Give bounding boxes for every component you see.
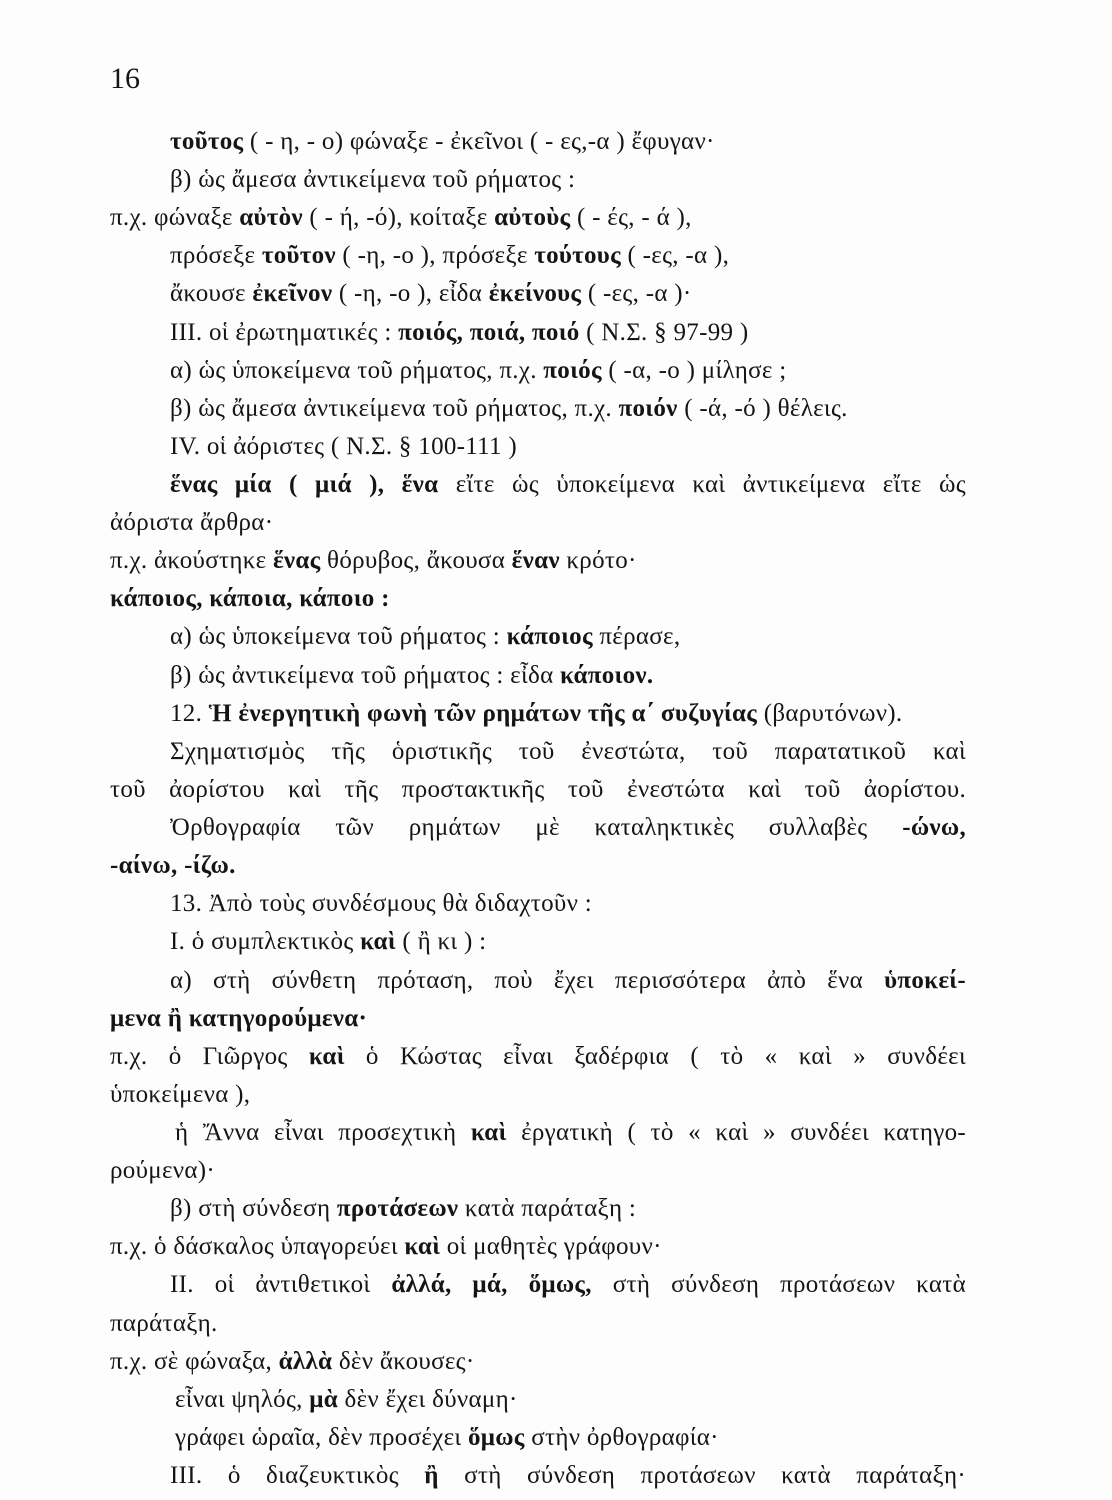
bold-text: ὑποκεί- (884, 967, 966, 994)
bold-text: κάποιος (506, 623, 593, 650)
text-segment: ( -ες, -α )· (581, 280, 692, 307)
text-line (170, 967, 966, 995)
text-segment: ( Ν.Σ. § 97-99 ) (579, 319, 749, 346)
bold-text: ἕνας μία ( μιά ), ἕνα (170, 471, 439, 498)
bold-text: καὶ (404, 1233, 441, 1260)
text-segment: π.χ. φώναξε (110, 204, 240, 231)
text-segment: Ὀρθογραφία τῶν ρημάτων μὲ καταληκτικὲς συλλαβὲς (170, 814, 903, 841)
text-segment: στὴν ὀρθογραφία· (524, 1424, 719, 1451)
text-segment: ( -ες, -α ), (620, 242, 730, 269)
text-segment: β) ὡς ἀντικείμενα τοῦ ρήματος : εἶδα (170, 662, 561, 689)
bold-text: καὶ (470, 1119, 507, 1146)
text-line (170, 700, 1112, 728)
bold-text: ἀλλὰ (278, 1348, 333, 1375)
text-segment: β) ὡς ἄμεσα ἀντικείμενα τοῦ ρήματος, π.χ. (170, 395, 619, 422)
text-segment: (βαρυτόνων). (757, 700, 903, 727)
text-line (175, 1424, 1112, 1452)
bold-text: ἀλλά, μά, ὅμως, (391, 1271, 592, 1298)
text-line (110, 852, 1112, 880)
text-segment: ( - ές, - ά ), (570, 204, 692, 231)
text-segment: IV. οἱ ἀόριστες ( Ν.Σ. § 100-111 ) (170, 433, 518, 460)
text-segment: ρούμενα)· (110, 1157, 216, 1184)
bold-text: μὰ (309, 1386, 338, 1413)
bold-text: Ἡ ἐνεργητικὴ φωνὴ τῶν ρημάτων τῆς α΄ συζυγίας (208, 700, 758, 727)
bold-text: τούτους (534, 242, 621, 269)
text-line (170, 395, 1112, 423)
bold-text: ποιός, ποιά, ποιό (398, 319, 580, 346)
text-line (110, 776, 966, 804)
text-line (170, 928, 1112, 956)
text-line (170, 1195, 1112, 1223)
bold-text: ὅμως (467, 1424, 525, 1451)
text-segment: α) στὴ σύνθετη πρόταση, ποὺ ἔχει περισσότερα ἀπὸ ἕνα (170, 967, 885, 994)
text-segment: ( - ή, -ό), κοίταξε (302, 204, 495, 231)
bold-text: μενα ἢ κατηγορούμενα· (110, 1005, 368, 1032)
text-segment: ὑποκείμενα ), (110, 1081, 251, 1108)
text-segment: α) ὡς ὑποκείμενα τοῦ ρήματος, π.χ. (170, 357, 544, 384)
text-segment: π.χ. ὁ Γιῶργος (110, 1043, 309, 1070)
text-segment: ( ἢ κι ) : (395, 928, 487, 955)
text-segment: β) στὴ σύνδεση (170, 1195, 337, 1222)
text-segment: θόρυβος, ἄκουσα (320, 547, 512, 574)
text-segment: I. ὁ συμπλεκτικὸς (170, 928, 361, 955)
text-line (110, 1157, 1112, 1185)
bold-text: ἐκείνους (488, 280, 582, 307)
bold-text: ποιός (543, 357, 602, 384)
text-segment: ( -η, -ο ), εἶδα (332, 280, 489, 307)
text-line (170, 128, 1112, 156)
text-line (175, 1386, 1112, 1414)
text-line (170, 814, 966, 842)
text-line (170, 433, 1112, 461)
text-segment: α) ὡς ὑποκείμενα τοῦ ρήματος : (170, 623, 507, 650)
bold-text: αὐτὸν (239, 204, 303, 231)
text-line (110, 1081, 1112, 1109)
text-segment: III. οἱ ἐρωτηματικές : (170, 319, 399, 346)
text-segment: Σχηματισμὸς τῆς ὁριστικῆς τοῦ ἐνεστώτα, τοῦ παρατατικοῦ καὶ (170, 738, 966, 765)
text-segment: στὴ σύνδεση προτάσεων κατὰ (591, 1271, 966, 1298)
text-segment: π.χ. ἀκούστηκε (110, 547, 273, 574)
text-line (170, 471, 966, 499)
text-segment: παράταξη. (110, 1310, 218, 1337)
text-segment: γράφει ὡραῖα, δὲν προσέχει (175, 1424, 468, 1451)
text-segment: ( -α, -ο ) μίλησε ; (601, 357, 787, 384)
bold-text: τοῦτος (170, 128, 244, 155)
bold-text: ἕνας (272, 547, 321, 574)
text-segment: δὲν ἄκουσες· (332, 1348, 475, 1375)
text-segment: δὲν ἔχει δύναμη· (337, 1386, 518, 1413)
text-line (170, 166, 1112, 194)
bold-text: ἢ (424, 1462, 439, 1489)
text-line (175, 1119, 966, 1147)
text-segment: πρόσεξε (170, 242, 262, 269)
text-segment: 13. Ἀπὸ τοὺς συνδέσμους θὰ διδαχτοῦν : (170, 890, 592, 917)
text-segment: ἀόριστα ἄρθρα· (110, 509, 274, 536)
text-line (170, 357, 1112, 385)
text-segment: ( -ά, -ό ) θέλεις. (677, 395, 848, 422)
text-segment: εἴτε ὡς ὑποκείμενα καὶ ἀντικείμενα εἴτε ὡς (438, 471, 967, 498)
text-segment: εἶναι ψηλός, (175, 1386, 310, 1413)
text-line (170, 738, 966, 766)
page-number: 16 (110, 62, 140, 95)
text-segment: ἄκουσε (170, 280, 253, 307)
text-line (170, 890, 1112, 918)
text-line (110, 1233, 1112, 1261)
text-segment: β) ὡς ἄμεσα ἀντικείμενα τοῦ ρήματος : (170, 166, 576, 193)
text-line (170, 662, 1112, 690)
bold-text: προτάσεων (336, 1195, 459, 1222)
bold-text: κάποιος, κάποια, κάποιο : (110, 585, 390, 612)
text-segment: II. οἱ ἀντιθετικοὶ (170, 1271, 392, 1298)
text-line (110, 204, 1112, 232)
bold-text: -ώνω, (902, 814, 966, 841)
bold-text: ποιόν (618, 395, 678, 422)
text-line (110, 1005, 1112, 1033)
bold-text: αὐτοὺς (494, 204, 571, 231)
text-line (170, 1462, 966, 1490)
text-segment: π.χ. σὲ φώναξα, (110, 1348, 279, 1375)
text-line (110, 1310, 1112, 1338)
text-segment: τοῦ ἀορίστου καὶ τῆς προστακτικῆς τοῦ ἐνεστώτα καὶ τοῦ ἀορίστου. (110, 776, 966, 803)
text-segment: οἱ μαθητὲς γράφουν· (440, 1233, 662, 1260)
bold-text: τοῦτον (261, 242, 336, 269)
text-line (170, 242, 1112, 270)
text-line (110, 547, 1112, 575)
text-segment: ( -η, -ο ), πρόσεξε (335, 242, 535, 269)
bold-text: κάποιον. (560, 662, 654, 689)
text-segment: πέρασε, (592, 623, 681, 650)
text-segment: κατὰ παράταξη : (458, 1195, 637, 1222)
text-segment: κρότο· (559, 547, 637, 574)
text-segment: 12. (170, 700, 209, 727)
bold-text: καὶ (308, 1043, 345, 1070)
text-segment: ἡ Ἄννα εἶναι προσεχτικὴ (175, 1119, 471, 1146)
text-segment: ( - η, - ο) φώναξε - ἐκεῖνοι ( - ες,-α ) ἔφυγαν· (243, 128, 715, 155)
text-line (170, 319, 1112, 347)
bold-text: καὶ (360, 928, 396, 955)
text-line (170, 623, 1112, 651)
text-segment: III. ὁ διαζευκτικὸς (170, 1462, 425, 1489)
text-segment: ὁ Κώστας εἶναι ξαδέρφια ( τὸ « καὶ » συνδέει (344, 1043, 966, 1070)
text-segment: π.χ. ὁ δάσκαλος ὑπαγορεύει (110, 1233, 405, 1260)
text-line (110, 1043, 966, 1071)
text-line (170, 280, 1112, 308)
text-segment: στὴ σύνδεση προτάσεων κατὰ παράταξη· (438, 1462, 966, 1489)
bold-text: ἕναν (511, 547, 560, 574)
text-line (110, 1348, 1112, 1376)
bold-text: ἐκεῖνον (252, 280, 333, 307)
bold-text: -αίνω, -ίζω. (110, 852, 236, 879)
text-segment: ἐργατικὴ ( τὸ « καὶ » συνδέει κατηγο- (506, 1119, 967, 1146)
text-line (110, 509, 1112, 537)
text-line (110, 585, 1112, 613)
text-line (170, 1271, 966, 1299)
